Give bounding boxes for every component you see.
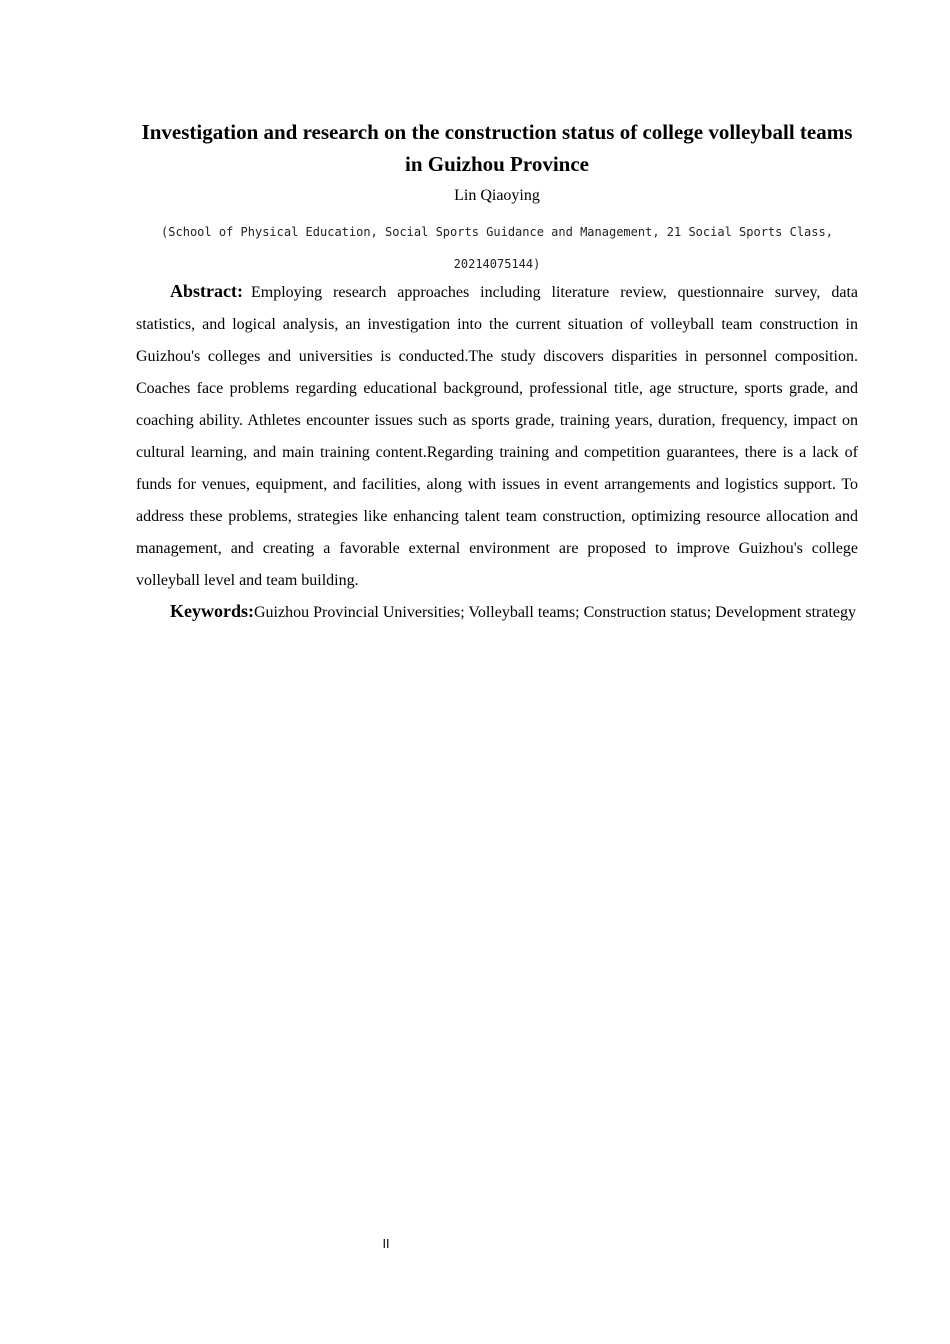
paper-title: Investigation and research on the construction status of college volleyball teams in Guizhou Province	[141, 120, 853, 176]
author-affiliation: (School of Physical Education, Social Sports Guidance and Management, 21 Social Sports Class, 20214075144)	[161, 225, 833, 271]
abstract-paragraph	[136, 275, 858, 597]
page-number: II	[382, 1237, 390, 1251]
keywords-paragraph	[136, 595, 858, 629]
keywords-text: Guizhou Provincial Universities; Volleyball teams; Construction status; Development strategy	[254, 604, 856, 621]
abstract-text: Employing research approaches including literature review, questionnaire survey, data statistics, and logical analysis, an investigation into the current situation of volleyball team construction in Guizhou's colleges and universities is conducted.The study discovers disparities in personnel composition. Coaches face problems regarding educational background, professional title, age structure, sports grade, and coaching ability. Athletes encounter issues such as sports grade, training years, duration, frequency, impact on cultural learning, and main training content.Regarding training and competition guarantees, there is a lack of funds for venues, equipment, and facilities, along with issues in event arrangements and logistics support. To address these problems, strategies like enhancing talent team construction, optimizing resource allocation and management, and creating a favorable external environment are proposed to improve Guizhou's college volleyball level and team building.	[136, 284, 858, 589]
keywords-label: Keywords:	[170, 601, 254, 621]
abstract-label: Abstract:	[170, 281, 243, 301]
author-name: Lin Qiaoying	[454, 187, 540, 204]
